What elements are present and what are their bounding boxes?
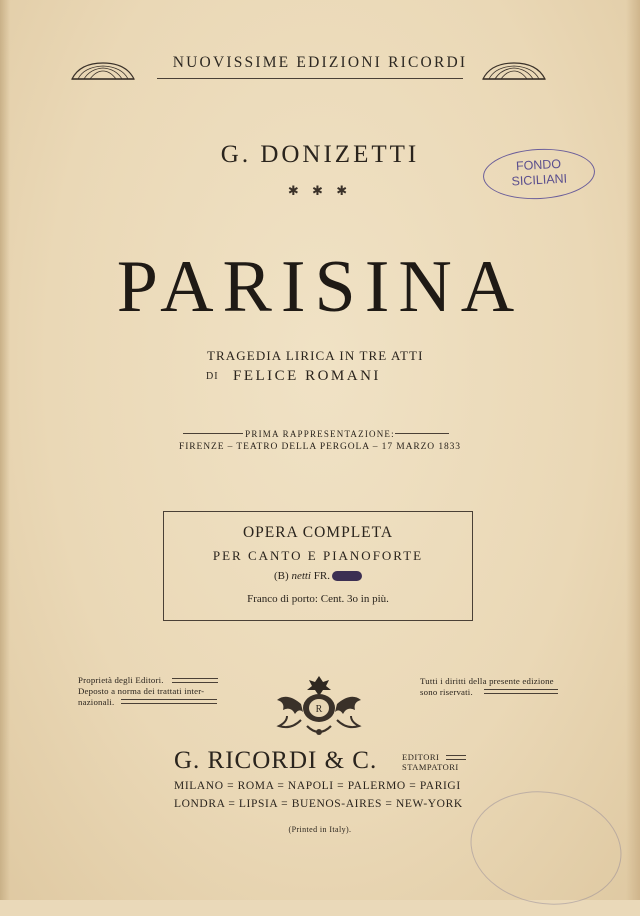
- rights-rule: [172, 678, 218, 683]
- premiere-rule-right: [395, 433, 449, 434]
- series-rule: [157, 78, 463, 79]
- rights-left-line: Proprietà degli Editori.: [78, 675, 164, 685]
- price-code: (B): [274, 570, 289, 582]
- rights-right-line: Tutti i diritti della presente edizione: [420, 676, 554, 686]
- stamp-line-2: SICILIANI: [511, 171, 568, 189]
- publisher-role: STAMPATORI: [402, 762, 459, 772]
- rights-left-line: Deposto a norma dei trattati inter-: [78, 686, 205, 696]
- librettist-prefix: DI: [206, 371, 219, 382]
- composer-name: G. DONIZETTI: [220, 141, 420, 168]
- edition-heading: OPERA COMPLETA: [242, 524, 394, 541]
- premiere-label: PRIMA RAPPRESENTAZIONE:: [245, 429, 395, 439]
- redacted-price: [332, 571, 362, 581]
- opera-title: PARISINA: [116, 246, 524, 328]
- rights-left-line: nazionali.: [78, 697, 115, 707]
- shipping-note: Franco di porto: Cent. 3o in più.: [247, 593, 389, 605]
- stamp-line-1: FONDO: [515, 156, 562, 174]
- rights-right-line: sono riservati.: [420, 687, 473, 697]
- rights-rule: [121, 699, 217, 704]
- edition-price: [163, 570, 473, 582]
- opera-subtitle: TRAGEDIA LIRICA IN TRE ATTI: [207, 348, 424, 363]
- edition-scoring: PER CANTO E PIANOFORTE: [212, 548, 424, 563]
- price-label: netti: [291, 570, 311, 582]
- svg-text:R: R: [315, 704, 323, 715]
- premiere-details: FIRENZE – TEATRO DELLA PERGOLA – 17 MARZO 1833: [179, 442, 461, 452]
- publisher-emblem-icon: [271, 672, 367, 740]
- publisher-role: EDITORI: [402, 752, 440, 762]
- publisher-rule: [446, 755, 466, 760]
- cities-line-2: LONDRA = LIPSIA = BUENOS-AIRES = NEW-YORK: [174, 798, 463, 810]
- cities-line-1: MILANO = ROMA = NAPOLI = PALERMO = PARIGI: [174, 780, 461, 792]
- rights-notice-right: [420, 676, 580, 698]
- printed-note: (Printed in Italy).: [288, 825, 352, 834]
- shell-ornament-right-icon: [481, 61, 547, 81]
- series-title: NUOVISSIME EDIZIONI RICORDI: [172, 54, 468, 71]
- rights-rule: [484, 689, 558, 694]
- stars-ornament: ✱ ✱ ✱: [287, 183, 353, 198]
- price-currency: FR.: [313, 570, 330, 582]
- librettist-name: FELICE ROMANI: [233, 368, 381, 384]
- publisher-name: G. RICORDI & C.: [174, 747, 378, 774]
